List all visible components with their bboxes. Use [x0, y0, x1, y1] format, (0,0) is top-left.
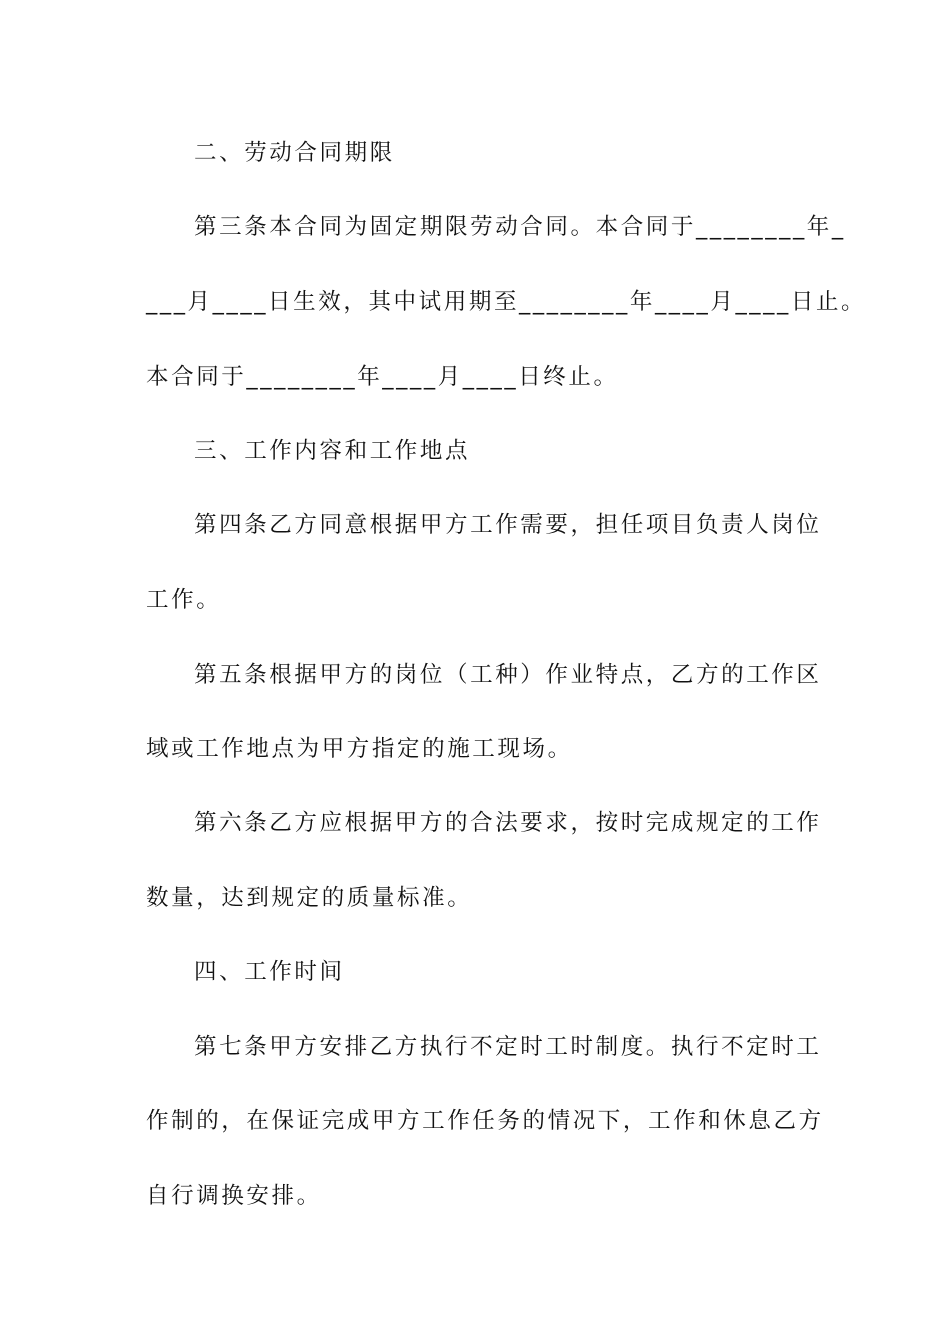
paragraph-line: 第六条乙方应根据甲方的合法要求，按时完成规定的工作: [194, 810, 822, 836]
section-heading-work-time: 四、工作时间: [194, 959, 345, 985]
paragraph-line: 第七条甲方安排乙方执行不定时工时制度。执行不定时工: [194, 1034, 822, 1060]
section-heading-work-content: 三、工作内容和工作地点: [194, 438, 471, 464]
paragraph-line: 第四条乙方同意根据甲方工作需要，担任项目负责人岗位: [194, 512, 822, 538]
paragraph-line: 域或工作地点为甲方指定的施工现场。: [146, 736, 573, 762]
paragraph-line: 本合同于________年____月____日终止。: [146, 364, 619, 390]
paragraph-line: 工作。: [146, 587, 222, 613]
paragraph-line: 自行调换安排。: [146, 1183, 322, 1209]
paragraph-line: 第五条根据甲方的岗位（工种）作业特点，乙方的工作区: [194, 662, 822, 688]
paragraph-line: 第三条本合同为固定期限劳动合同。本合同于________年_: [194, 214, 846, 240]
paragraph-line: ___月____日生效，其中试用期至________年____月____日止。: [146, 289, 867, 315]
paragraph-line: 数量，达到规定的质量标准。: [146, 885, 473, 911]
paragraph-line: 作制的，在保证完成甲方工作任务的情况下，工作和休息乙方: [146, 1108, 824, 1134]
section-heading-contract-term: 二、劳动合同期限: [194, 140, 395, 166]
